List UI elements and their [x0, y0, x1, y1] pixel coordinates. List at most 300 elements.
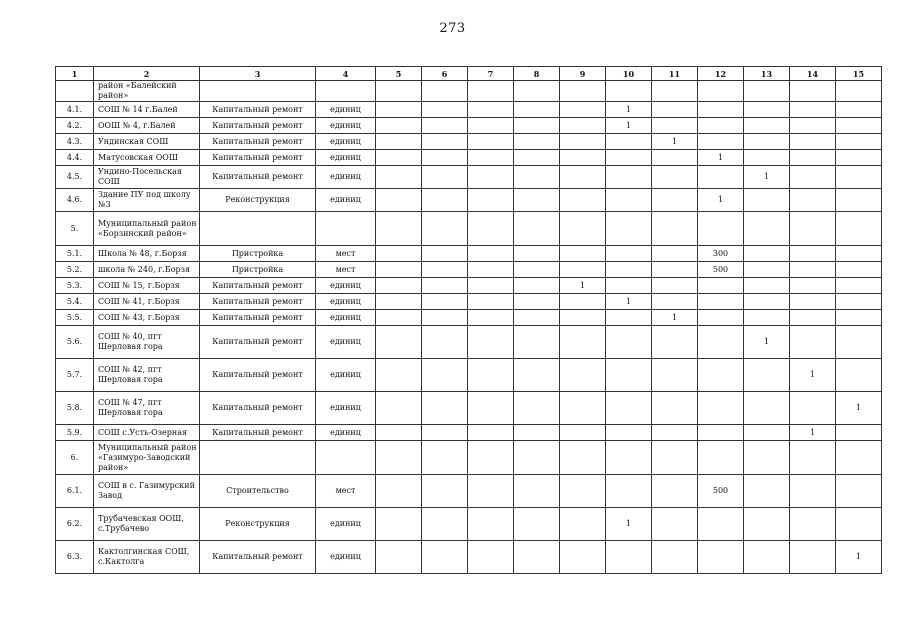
table-cell	[468, 166, 514, 189]
table-cell	[514, 278, 560, 294]
table-cell	[744, 118, 790, 134]
table-body	[56, 67, 882, 574]
table-cell	[316, 81, 376, 102]
table-cell	[560, 425, 606, 441]
table-row	[56, 166, 882, 189]
table-cell: 5.3.	[56, 278, 94, 294]
table-cell	[698, 294, 744, 310]
table-cell	[422, 310, 468, 326]
table-cell	[790, 294, 836, 310]
table-cell	[560, 541, 606, 574]
table-cell: единиц	[316, 189, 376, 212]
table-cell	[836, 189, 882, 212]
table-row	[56, 310, 882, 326]
table-cell	[376, 508, 422, 541]
schools-table	[55, 66, 882, 574]
table-cell	[376, 246, 422, 262]
table-cell: мест	[316, 246, 376, 262]
table-cell	[514, 475, 560, 508]
table-cell: 1	[606, 294, 652, 310]
table-cell	[376, 166, 422, 189]
table-cell	[468, 508, 514, 541]
table-cell	[836, 166, 882, 189]
table-cell: единиц	[316, 166, 376, 189]
table-cell	[836, 81, 882, 102]
table-cell	[790, 541, 836, 574]
table-cell	[376, 392, 422, 425]
table-cell	[652, 102, 698, 118]
table-cell	[376, 278, 422, 294]
table-cell	[790, 246, 836, 262]
column-header: 8	[514, 67, 560, 81]
table-cell	[698, 508, 744, 541]
table-cell	[468, 81, 514, 102]
table-cell: 500	[698, 262, 744, 278]
table-row	[56, 541, 882, 574]
table-cell: школа № 240, г.Борзя	[94, 262, 200, 278]
table-cell	[744, 359, 790, 392]
table-cell	[468, 475, 514, 508]
table-cell	[652, 326, 698, 359]
table-cell: 5.	[56, 212, 94, 246]
table-cell	[606, 81, 652, 102]
table-cell	[652, 212, 698, 246]
table-cell: единиц	[316, 150, 376, 166]
table-cell	[376, 102, 422, 118]
table-cell	[514, 359, 560, 392]
table-cell	[468, 425, 514, 441]
table-cell	[422, 150, 468, 166]
header-row	[56, 67, 882, 81]
table-cell	[514, 246, 560, 262]
table-cell	[376, 359, 422, 392]
table-row	[56, 102, 882, 118]
table-cell: Школа № 48, г.Борзя	[94, 246, 200, 262]
table-cell: 6.	[56, 441, 94, 475]
table-cell	[560, 294, 606, 310]
table-row	[56, 475, 882, 508]
table-cell	[836, 212, 882, 246]
table-row	[56, 262, 882, 278]
table-cell	[606, 166, 652, 189]
table-cell: СОШ с.Усть-Озерная	[94, 425, 200, 441]
table-cell	[468, 278, 514, 294]
table-cell: единиц	[316, 102, 376, 118]
table-cell	[698, 441, 744, 475]
table-cell	[652, 118, 698, 134]
table-cell	[744, 441, 790, 475]
table-cell: 1	[790, 359, 836, 392]
table-cell	[790, 134, 836, 150]
column-header: 11	[652, 67, 698, 81]
table-cell	[606, 134, 652, 150]
table-cell	[200, 212, 316, 246]
table-cell	[790, 310, 836, 326]
table-cell: СОШ в с. Газимурский Завод	[94, 475, 200, 508]
table-cell: Муниципальный район «Газимуро-Заводский район»	[94, 441, 200, 475]
column-header: 13	[744, 67, 790, 81]
table-cell: 4.2.	[56, 118, 94, 134]
table-row	[56, 189, 882, 212]
table-cell	[744, 392, 790, 425]
table-cell: единиц	[316, 118, 376, 134]
table-cell	[56, 81, 94, 102]
table-cell: единиц	[316, 310, 376, 326]
table-cell	[468, 294, 514, 310]
column-header: 7	[468, 67, 514, 81]
table-cell	[422, 425, 468, 441]
table-cell	[606, 278, 652, 294]
table-cell	[790, 102, 836, 118]
table-cell	[422, 392, 468, 425]
table-cell	[790, 212, 836, 246]
table-cell: 5.5.	[56, 310, 94, 326]
table-cell	[744, 150, 790, 166]
table-cell	[422, 294, 468, 310]
table-cell	[422, 102, 468, 118]
table-cell	[560, 81, 606, 102]
table-cell	[422, 118, 468, 134]
table-cell: 1	[606, 118, 652, 134]
table-cell	[652, 189, 698, 212]
table-cell	[744, 508, 790, 541]
page-number: 273	[439, 21, 466, 36]
table-cell	[376, 541, 422, 574]
table-cell	[376, 134, 422, 150]
table-cell	[560, 392, 606, 425]
table-cell	[790, 508, 836, 541]
table-cell	[698, 212, 744, 246]
table-cell	[790, 150, 836, 166]
table-cell	[514, 166, 560, 189]
table-cell	[514, 212, 560, 246]
table-cell	[514, 134, 560, 150]
table-cell: единиц	[316, 508, 376, 541]
table-cell	[606, 262, 652, 278]
table-cell: единиц	[316, 541, 376, 574]
table-cell	[836, 310, 882, 326]
table-cell	[744, 212, 790, 246]
column-header: 15	[836, 67, 882, 81]
table-cell: единиц	[316, 425, 376, 441]
table-cell: Строительство	[200, 475, 316, 508]
table-cell: 1	[698, 150, 744, 166]
table-cell	[744, 541, 790, 574]
table-cell	[514, 189, 560, 212]
table-cell	[316, 441, 376, 475]
table-cell	[514, 294, 560, 310]
table-cell	[514, 262, 560, 278]
table-cell	[376, 425, 422, 441]
table-cell	[790, 326, 836, 359]
table-row	[56, 294, 882, 310]
table-cell: 6.2.	[56, 508, 94, 541]
table-cell: Пристройка	[200, 246, 316, 262]
table-cell	[652, 392, 698, 425]
table-cell: Капитальный ремонт	[200, 294, 316, 310]
table-cell	[790, 166, 836, 189]
table-cell	[422, 541, 468, 574]
table-cell	[560, 262, 606, 278]
table-cell: Пристройка	[200, 262, 316, 278]
table-cell	[790, 475, 836, 508]
table-cell	[836, 262, 882, 278]
table-cell	[376, 150, 422, 166]
table-cell	[514, 508, 560, 541]
table-cell: 1	[652, 310, 698, 326]
table-cell	[560, 310, 606, 326]
table-cell: единиц	[316, 134, 376, 150]
table-cell	[652, 81, 698, 102]
table-cell: СОШ № 43, г.Борзя	[94, 310, 200, 326]
table-cell: 1	[744, 166, 790, 189]
table-cell: 5.1.	[56, 246, 94, 262]
table-cell	[652, 475, 698, 508]
table-cell	[560, 150, 606, 166]
table-cell	[560, 189, 606, 212]
table-cell: мест	[316, 262, 376, 278]
table-cell	[744, 262, 790, 278]
table-cell	[514, 326, 560, 359]
table-cell: 4.6.	[56, 189, 94, 212]
table-cell	[836, 326, 882, 359]
table-cell	[514, 81, 560, 102]
table-cell	[790, 189, 836, 212]
table-cell	[652, 508, 698, 541]
table-cell	[468, 102, 514, 118]
column-header: 14	[790, 67, 836, 81]
table-cell	[422, 326, 468, 359]
table-cell	[422, 508, 468, 541]
table-cell: 5.4.	[56, 294, 94, 310]
table-cell	[606, 150, 652, 166]
table-cell	[836, 150, 882, 166]
column-header: 5	[376, 67, 422, 81]
table-cell: 1	[606, 102, 652, 118]
table-row	[56, 359, 882, 392]
table-cell	[744, 134, 790, 150]
table-cell	[606, 541, 652, 574]
table-cell	[468, 134, 514, 150]
table-cell: единиц	[316, 294, 376, 310]
table-cell: 5.2.	[56, 262, 94, 278]
table-cell	[790, 262, 836, 278]
table-cell: Реконструкция	[200, 508, 316, 541]
table-cell	[836, 102, 882, 118]
table-cell	[376, 81, 422, 102]
column-header: 9	[560, 67, 606, 81]
table-cell: 4.4.	[56, 150, 94, 166]
table-cell: Капитальный ремонт	[200, 166, 316, 189]
table-cell: СОШ № 40, пгт Шерловая гора	[94, 326, 200, 359]
table-row	[56, 508, 882, 541]
table-cell	[698, 359, 744, 392]
table-cell: СОШ № 15, г.Борзя	[94, 278, 200, 294]
table-cell	[514, 541, 560, 574]
table-cell	[698, 81, 744, 102]
table-cell: Капитальный ремонт	[200, 134, 316, 150]
table-cell	[744, 102, 790, 118]
table-cell: 1	[652, 134, 698, 150]
table-cell	[698, 541, 744, 574]
table-cell: Капитальный ремонт	[200, 102, 316, 118]
table-cell	[422, 166, 468, 189]
table-cell: 1	[698, 189, 744, 212]
table-cell	[468, 262, 514, 278]
table-cell: 300	[698, 246, 744, 262]
table-cell	[652, 441, 698, 475]
table-cell: 5.8.	[56, 392, 94, 425]
table-cell: 1	[790, 425, 836, 441]
table-cell	[606, 326, 652, 359]
table-cell	[836, 475, 882, 508]
table-cell: ООШ № 4, г.Балей	[94, 118, 200, 134]
table-cell: 4.5.	[56, 166, 94, 189]
table-cell	[836, 425, 882, 441]
table-cell: единиц	[316, 326, 376, 359]
column-header: 4	[316, 67, 376, 81]
table-cell: район «Балейский район»	[94, 81, 200, 102]
table-row	[56, 326, 882, 359]
column-header: 2	[94, 67, 200, 81]
table-cell: 4.3.	[56, 134, 94, 150]
table-cell	[468, 246, 514, 262]
table-cell	[652, 262, 698, 278]
table-cell	[698, 326, 744, 359]
table-cell	[652, 246, 698, 262]
table-cell: 5.9.	[56, 425, 94, 441]
table-cell	[422, 81, 468, 102]
table-cell	[606, 425, 652, 441]
table-cell	[376, 118, 422, 134]
table-cell: Капитальный ремонт	[200, 150, 316, 166]
table-cell: 1	[560, 278, 606, 294]
table-cell	[790, 441, 836, 475]
table-cell	[468, 118, 514, 134]
table-cell	[514, 392, 560, 425]
table-cell	[698, 102, 744, 118]
table-cell: Муниципальный район «Борзинский район»	[94, 212, 200, 246]
table-cell	[652, 359, 698, 392]
table-cell	[514, 118, 560, 134]
table-cell	[560, 134, 606, 150]
table-cell	[514, 441, 560, 475]
table-cell	[606, 212, 652, 246]
table-cell	[606, 246, 652, 262]
table-cell	[376, 212, 422, 246]
table-cell: 1	[836, 541, 882, 574]
table-cell	[422, 441, 468, 475]
table-cell: единиц	[316, 278, 376, 294]
table-cell	[652, 425, 698, 441]
table-cell	[790, 81, 836, 102]
table-cell	[606, 189, 652, 212]
table-cell	[560, 359, 606, 392]
table-cell	[468, 359, 514, 392]
table-cell: Ундинская СОШ	[94, 134, 200, 150]
table-cell	[316, 212, 376, 246]
table-cell	[468, 189, 514, 212]
table-cell: Капитальный ремонт	[200, 326, 316, 359]
table-cell	[790, 118, 836, 134]
table-cell: Реконструкция	[200, 189, 316, 212]
table-row	[56, 441, 882, 475]
table-cell	[698, 134, 744, 150]
table-cell	[606, 359, 652, 392]
table-cell	[790, 392, 836, 425]
table-cell	[836, 359, 882, 392]
table-cell: СОШ № 47, пгт Шерловая гора	[94, 392, 200, 425]
table-cell: 6.3.	[56, 541, 94, 574]
table-container	[55, 66, 882, 574]
table-cell	[376, 441, 422, 475]
table-cell	[560, 166, 606, 189]
table-cell	[422, 359, 468, 392]
table-cell: Матусовская ООШ	[94, 150, 200, 166]
table-cell	[744, 310, 790, 326]
table-cell	[514, 310, 560, 326]
table-cell	[560, 508, 606, 541]
table-cell	[652, 278, 698, 294]
table-cell	[422, 246, 468, 262]
table-cell	[606, 310, 652, 326]
table-cell	[560, 102, 606, 118]
table-cell	[422, 278, 468, 294]
table-cell: СОШ № 42, пгт Шерловая гора	[94, 359, 200, 392]
table-cell: 1	[744, 326, 790, 359]
table-row	[56, 150, 882, 166]
table-cell	[744, 475, 790, 508]
table-cell	[836, 294, 882, 310]
table-cell	[560, 475, 606, 508]
table-cell	[606, 441, 652, 475]
table-cell: единиц	[316, 359, 376, 392]
table-cell: 1	[836, 392, 882, 425]
table-cell	[468, 541, 514, 574]
table-cell	[836, 118, 882, 134]
column-header: 12	[698, 67, 744, 81]
table-cell	[514, 150, 560, 166]
table-row	[56, 278, 882, 294]
table-cell	[468, 441, 514, 475]
column-header: 10	[606, 67, 652, 81]
table-cell	[422, 475, 468, 508]
table-cell	[468, 212, 514, 246]
table-cell	[376, 310, 422, 326]
table-cell	[560, 326, 606, 359]
table-cell	[376, 189, 422, 212]
table-cell: Здание ПУ под школу №3	[94, 189, 200, 212]
table-cell: Капитальный ремонт	[200, 118, 316, 134]
table-row	[56, 246, 882, 262]
table-cell	[468, 150, 514, 166]
table-row	[56, 392, 882, 425]
table-cell: 500	[698, 475, 744, 508]
table-cell	[376, 326, 422, 359]
table-cell	[744, 294, 790, 310]
table-cell	[606, 475, 652, 508]
table-cell	[744, 246, 790, 262]
table-cell	[744, 278, 790, 294]
table-cell: 4.1.	[56, 102, 94, 118]
table-cell: Ундино-Посельская СОШ	[94, 166, 200, 189]
column-header: 3	[200, 67, 316, 81]
table-cell	[698, 392, 744, 425]
table-cell	[422, 134, 468, 150]
table-cell: Капитальный ремонт	[200, 359, 316, 392]
table-cell: СОШ № 41, г.Борзя	[94, 294, 200, 310]
table-cell	[836, 441, 882, 475]
